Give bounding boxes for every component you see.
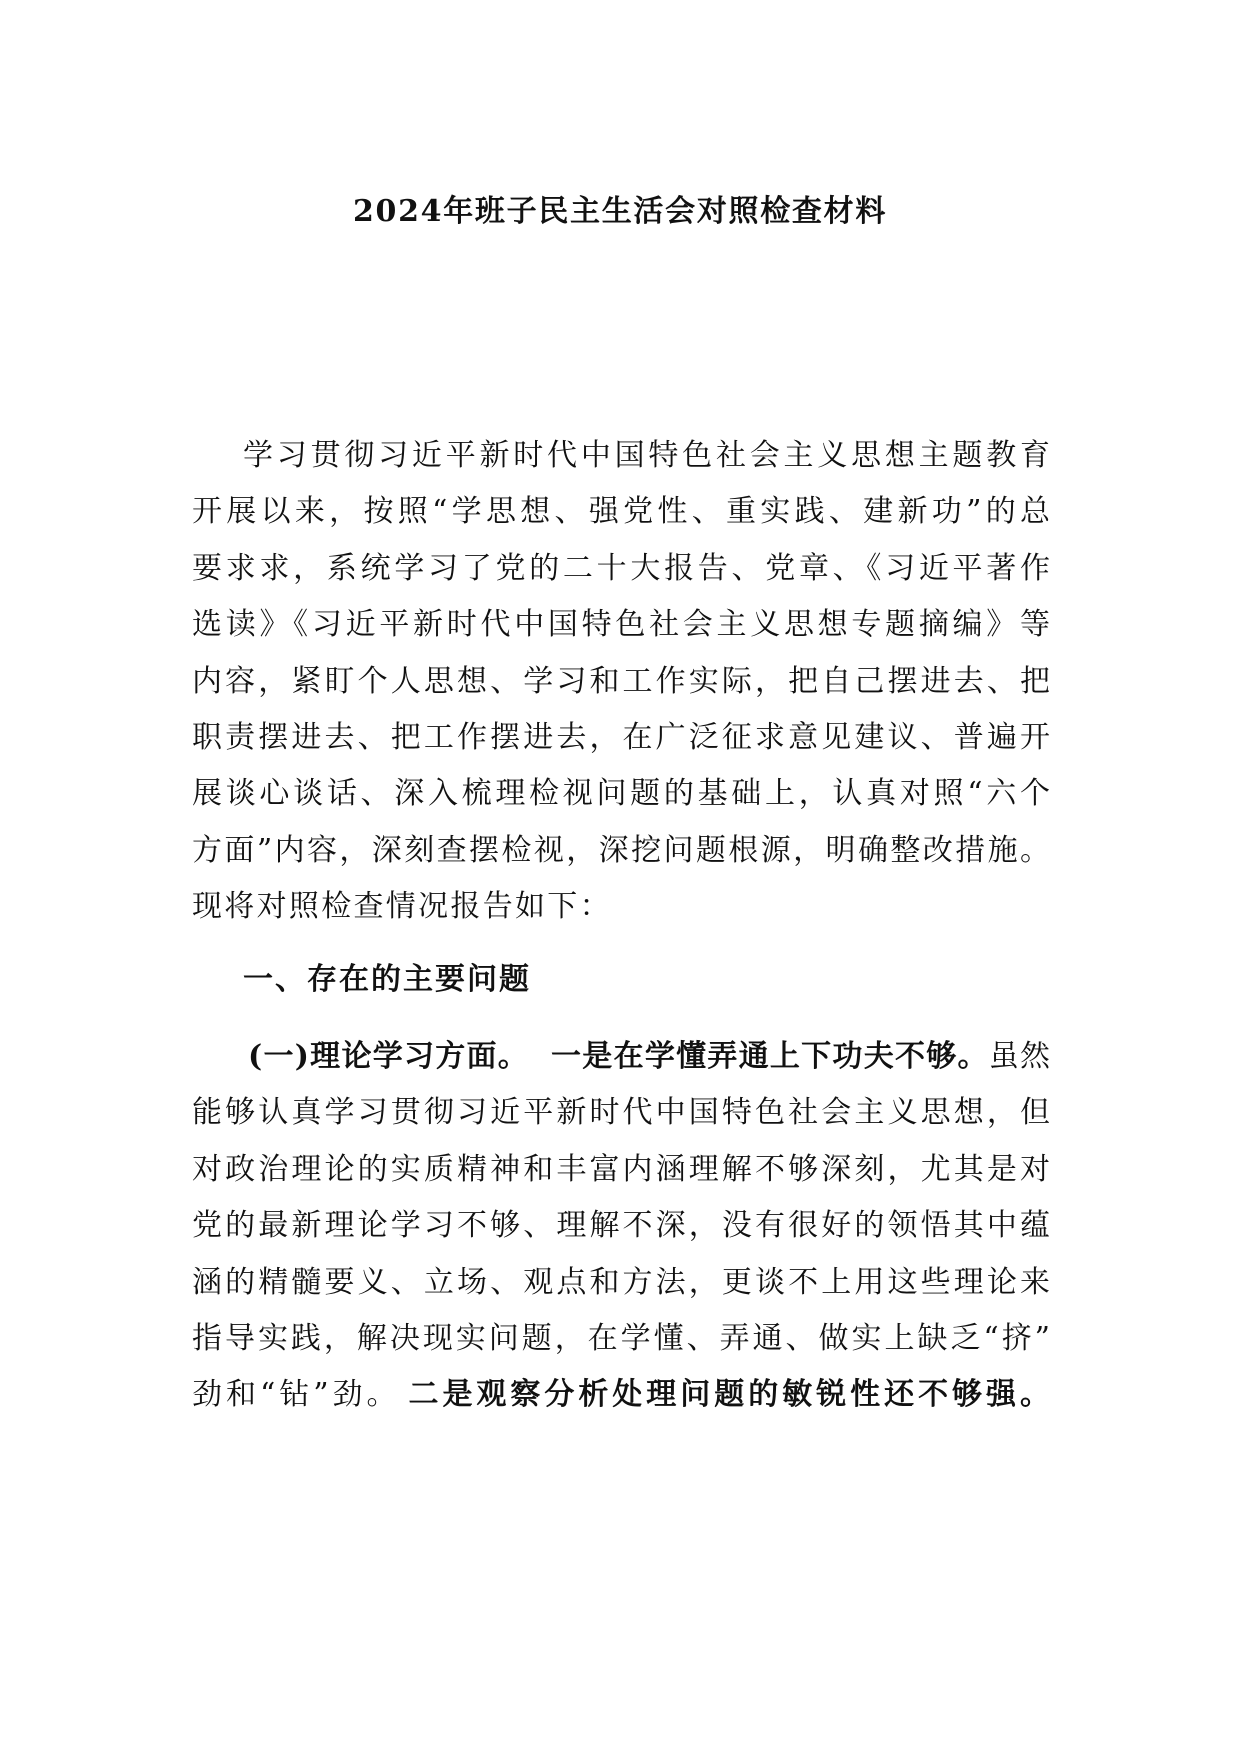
paragraph-line: 对政治理论的实质精神和丰富内涵理解不够深刻，尤其是对 [192,1151,1050,1187]
paragraph-line: 要求求，系统学习了党的二十大报告、党章、《习近平著作 [192,550,1050,586]
paragraph-line: 展谈心谈话、深入梳理检视问题的基础上，认真对照“六个 [192,776,1050,812]
section-1-paragraph [192,1029,1050,1424]
subsection-title: (一)理论学习方面。 [248,1039,530,1074]
paragraph-line: 选读》《习近平新时代中国特色社会主义思想专题摘编》等 [192,607,1050,643]
paragraph-line: 指导实践，解决现实问题，在学懂、弄通、做实上缺乏“挤” [192,1321,1050,1357]
paragraph-line: 能够认真学习贯彻习近平新时代中国特色社会主义思想，但 [192,1095,1050,1131]
paragraph-line: 内容，紧盯个人思想、学习和工作实际，把自己摆进去、把 [192,663,1050,699]
paragraph-line: 党的最新理论学习不够、理解不深，没有很好的领悟其中蕴 [192,1208,1050,1244]
paragraph-line: 方面”内容，深刻查摆检视，深挖问题根源，明确整改措施。 [192,832,1050,868]
paragraph-line: 学习贯彻习近平新时代中国特色社会主义思想主题教育 [243,438,1050,473]
paragraph-line [192,1367,1050,1423]
point-2-title: 二是观察分析处理问题的敏锐性还不够强。 [408,1377,1050,1413]
paragraph-line [192,1029,1050,1085]
paragraph-text: 虽然 [988,1039,1051,1074]
paragraph-text: 劲和“钻”劲。 [192,1377,401,1413]
paragraph-line: 职责摆进去、把工作摆进去，在广泛征求意见建议、普遍开 [192,720,1050,756]
paragraph-line: 现将对照检查情况报告如下： [192,889,612,925]
intro-paragraph [192,428,1050,936]
point-1-title: 一是在学懂弄通上下功夫不够。 [551,1039,989,1074]
paragraph-line: 开展以来，按照“学思想、强党性、重实践、建新功”的总 [192,494,1050,530]
paragraph-line: 涵的精髓要义、立场、观点和方法，更谈不上用这些理论来 [192,1264,1050,1300]
section-heading: 一、存在的主要问题 [243,962,531,997]
document-title: 2024年班子民主生活会对照检查材料 [352,194,888,229]
